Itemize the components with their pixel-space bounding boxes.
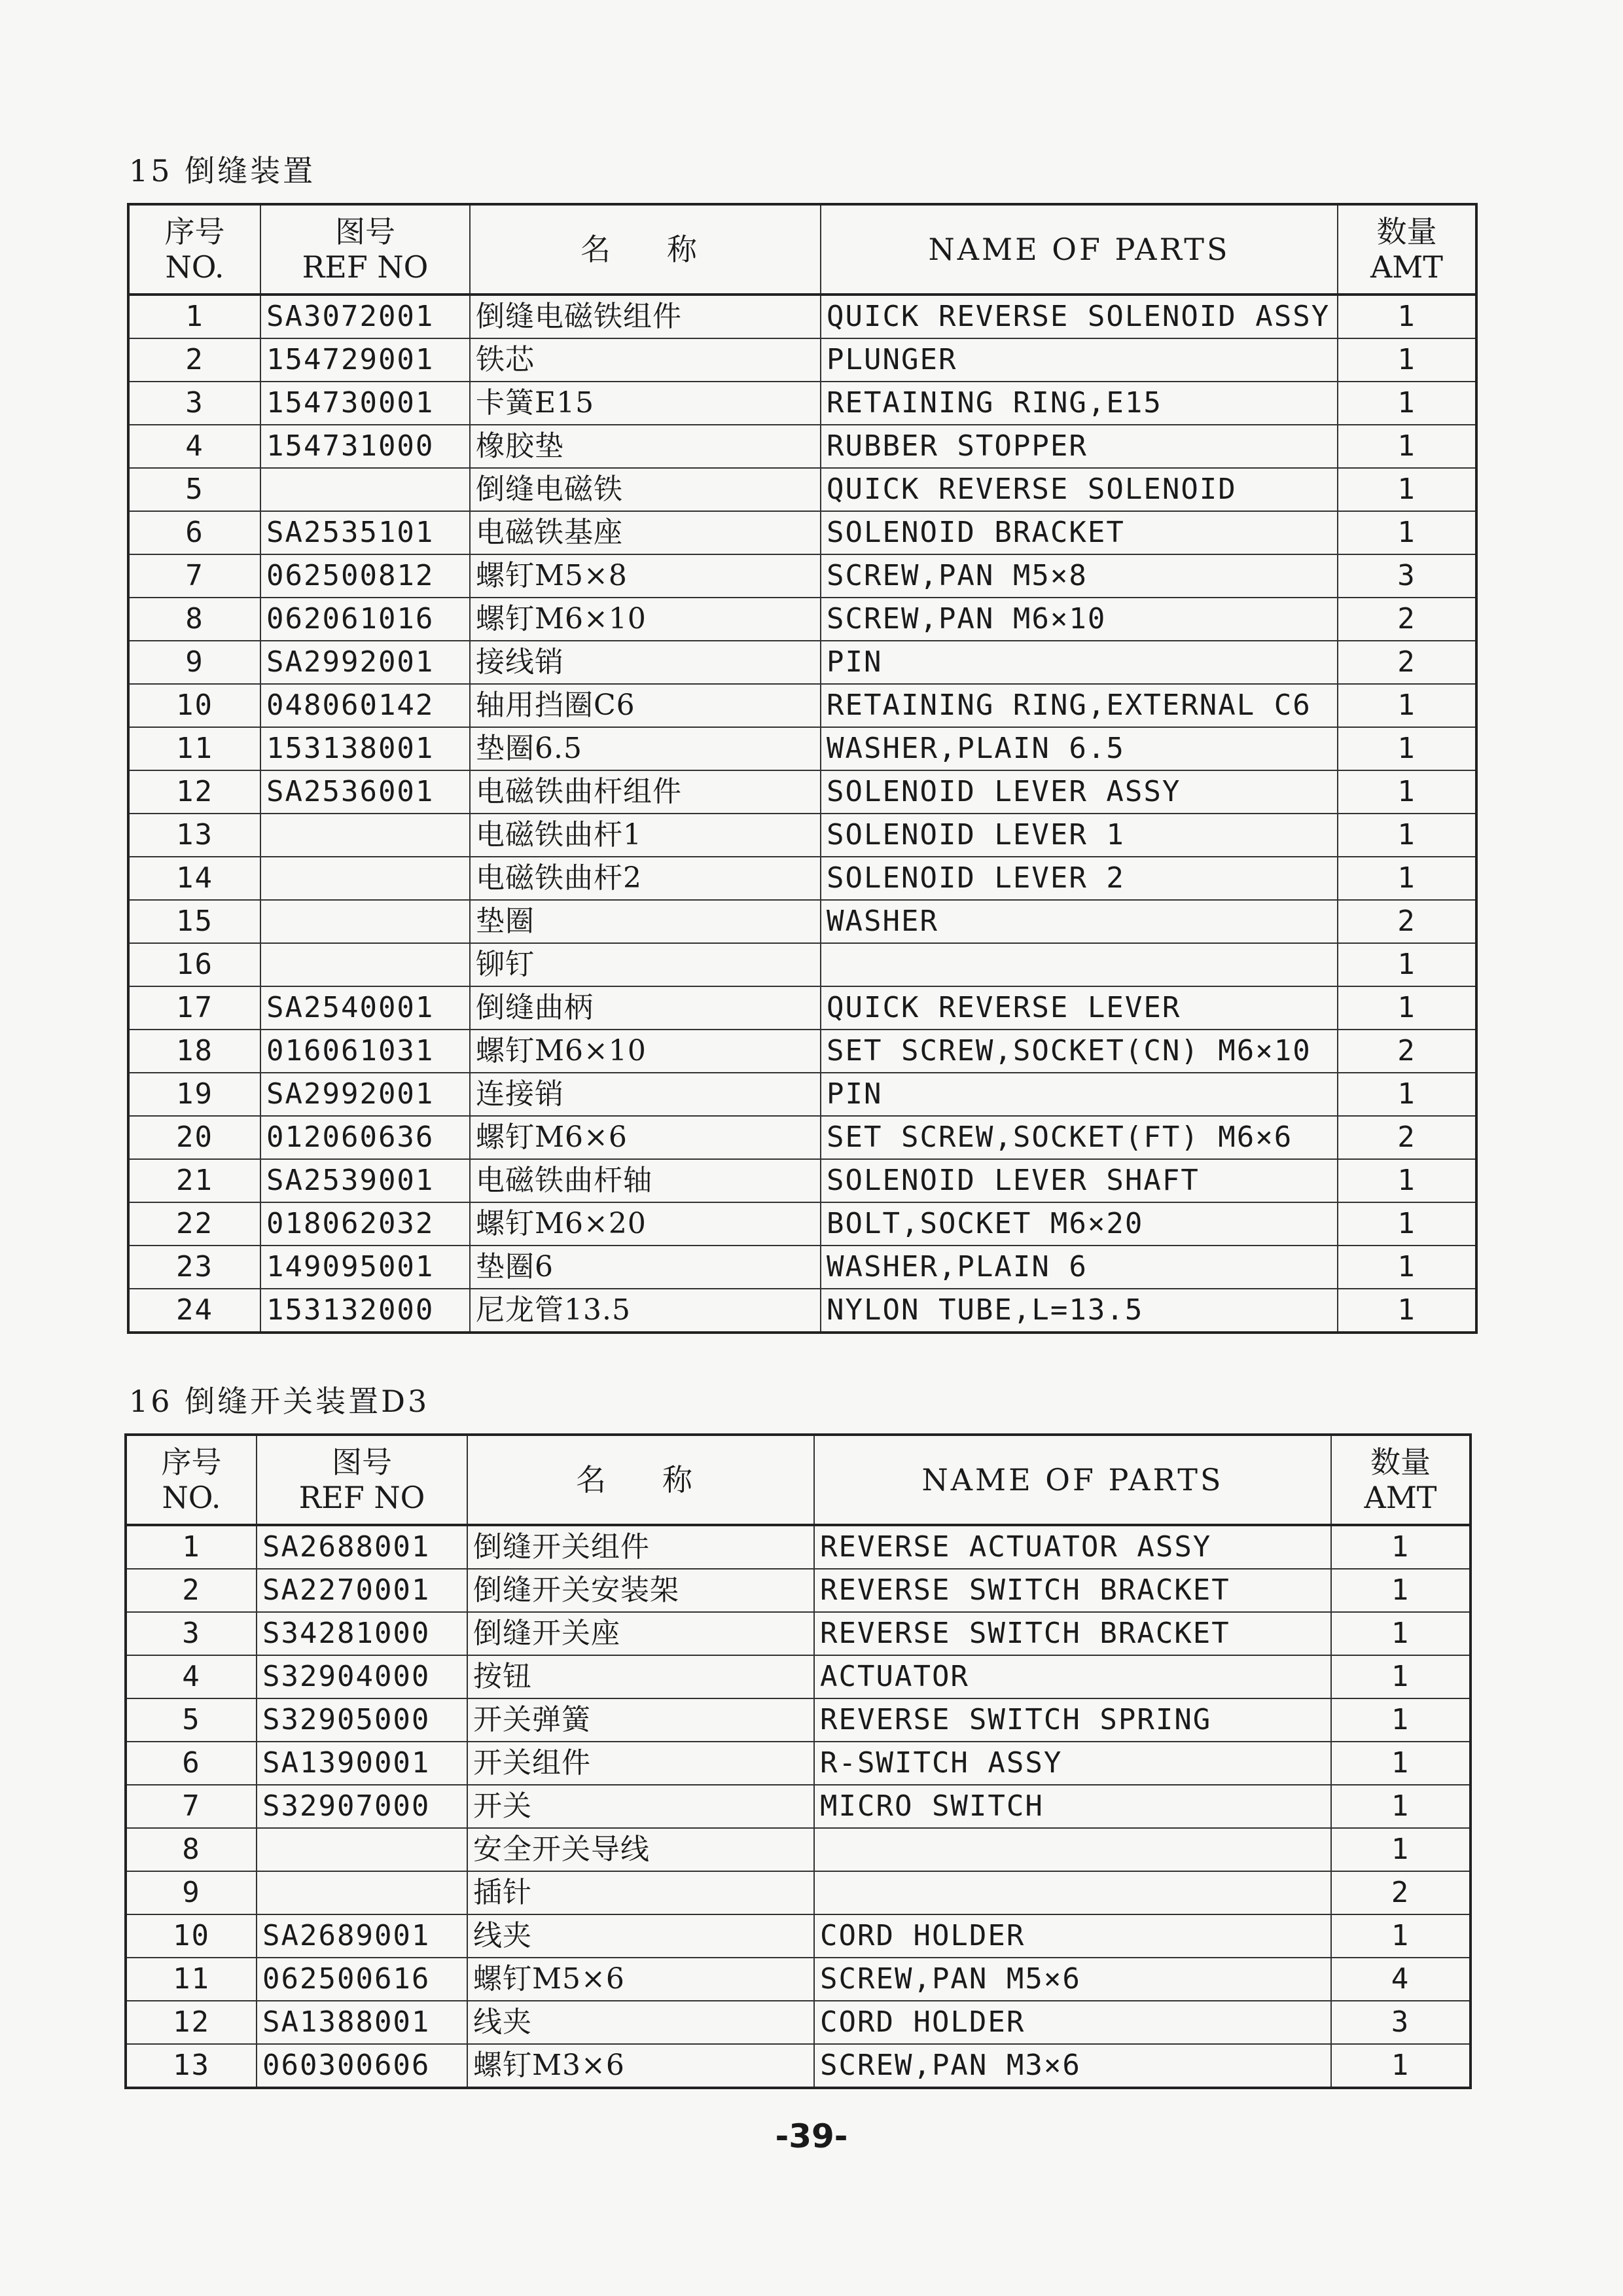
- cell-name-en: RETAINING RING,EXTERNAL C6: [821, 684, 1338, 727]
- table-header-row: [128, 204, 1476, 295]
- cell-no: 12: [126, 2001, 257, 2044]
- cell-amt: 1: [1338, 1159, 1476, 1202]
- cell-name-en: QUICK REVERSE SOLENOID: [821, 468, 1338, 511]
- table-row: [128, 900, 1476, 943]
- cell-amt: 1: [1331, 1828, 1471, 1871]
- cell-name-en: QUICK REVERSE SOLENOID ASSY: [821, 295, 1338, 338]
- header-amt: 数量 AMT: [1338, 204, 1476, 295]
- cell-ref-no: 153138001: [260, 727, 470, 770]
- cell-no: 2: [128, 338, 260, 382]
- cell-ref-no: S32905000: [257, 1698, 467, 1742]
- cell-amt: 1: [1331, 1698, 1471, 1742]
- header-ref-no: 图号 REF NO: [260, 204, 470, 295]
- cell-name-en: SCREW,PAN M3×6: [814, 2044, 1331, 2088]
- cell-no: 7: [128, 554, 260, 598]
- cell-no: 13: [126, 2044, 257, 2088]
- parts-table-15: [127, 203, 1478, 1334]
- cell-name-en: SCREW,PAN M5×6: [814, 1958, 1331, 2001]
- cell-amt: 2: [1338, 1116, 1476, 1159]
- cell-no: 4: [128, 425, 260, 468]
- table-row: [128, 727, 1476, 770]
- cell-name-cn: 垫圈: [470, 900, 821, 943]
- table-row: [128, 814, 1476, 857]
- cell-name-cn: 螺钉M6×10: [470, 598, 821, 641]
- cell-amt: 1: [1338, 770, 1476, 814]
- cell-ref-no: SA2536001: [260, 770, 470, 814]
- cell-no: 6: [126, 1742, 257, 1785]
- cell-name-cn: 倒缝曲柄: [470, 986, 821, 1030]
- cell-name-en: BOLT,SOCKET M6×20: [821, 1202, 1338, 1246]
- table-row: [126, 1569, 1471, 1612]
- cell-ref-no: 154731000: [260, 425, 470, 468]
- table-row: [126, 1698, 1471, 1742]
- cell-no: 1: [128, 295, 260, 338]
- cell-amt: 1: [1338, 468, 1476, 511]
- table-row: [128, 1073, 1476, 1116]
- cell-no: 6: [128, 511, 260, 554]
- parts-table-body: [128, 295, 1476, 1333]
- cell-ref-no: [260, 468, 470, 511]
- cell-name-en: SCREW,PAN M5×8: [821, 554, 1338, 598]
- table-row: [128, 295, 1476, 338]
- cell-no: 5: [128, 468, 260, 511]
- cell-ref-no: 154729001: [260, 338, 470, 382]
- cell-no: 19: [128, 1073, 260, 1116]
- table-row: [126, 1742, 1471, 1785]
- table-row: [128, 338, 1476, 382]
- cell-name-cn: 螺钉M6×20: [470, 1202, 821, 1246]
- cell-amt: 2: [1338, 1030, 1476, 1073]
- cell-amt: 1: [1331, 1742, 1471, 1785]
- header-name-of-parts: NAME OF PARTS: [814, 1435, 1331, 1525]
- cell-no: 8: [128, 598, 260, 641]
- cell-ref-no: [257, 1871, 467, 1914]
- cell-name-cn: 线夹: [467, 1914, 814, 1958]
- cell-ref-no: [260, 814, 470, 857]
- cell-name-en: R-SWITCH ASSY: [814, 1742, 1331, 1785]
- cell-no: 11: [128, 727, 260, 770]
- cell-amt: 1: [1338, 1073, 1476, 1116]
- cell-no: 20: [128, 1116, 260, 1159]
- cell-name-cn: 倒缝电磁铁: [470, 468, 821, 511]
- cell-name-en: REVERSE SWITCH SPRING: [814, 1698, 1331, 1742]
- cell-ref-no: SA1390001: [257, 1742, 467, 1785]
- cell-no: 14: [128, 857, 260, 900]
- table-row: [128, 1246, 1476, 1289]
- cell-name-cn: 开关弹簧: [467, 1698, 814, 1742]
- cell-name-en: REVERSE SWITCH BRACKET: [814, 1612, 1331, 1655]
- cell-name-en: CORD HOLDER: [814, 2001, 1331, 2044]
- table-row: [128, 1159, 1476, 1202]
- cell-ref-no: [260, 857, 470, 900]
- table-row: [128, 1289, 1476, 1333]
- cell-name-cn: 螺钉M3×6: [467, 2044, 814, 2088]
- cell-ref-no: [260, 900, 470, 943]
- table-row: [128, 943, 1476, 986]
- cell-no: 8: [126, 1828, 257, 1871]
- cell-no: 4: [126, 1655, 257, 1698]
- cell-no: 16: [128, 943, 260, 986]
- cell-name-cn: 轴用挡圈C6: [470, 684, 821, 727]
- cell-amt: 1: [1338, 425, 1476, 468]
- cell-amt: 1: [1331, 1525, 1471, 1569]
- cell-name-cn: 垫圈6: [470, 1246, 821, 1289]
- header-name-cn: 名 称: [470, 204, 821, 295]
- cell-name-en: SOLENOID LEVER ASSY: [821, 770, 1338, 814]
- table-row: [126, 1655, 1471, 1698]
- cell-name-en: NYLON TUBE,L=13.5: [821, 1289, 1338, 1333]
- table-row: [128, 1202, 1476, 1246]
- cell-name-cn: 安全开关导线: [467, 1828, 814, 1871]
- cell-ref-no: SA3072001: [260, 295, 470, 338]
- cell-amt: 3: [1331, 2001, 1471, 2044]
- cell-name-en: SET SCREW,SOCKET(CN) M6×10: [821, 1030, 1338, 1073]
- table-row: [126, 1612, 1471, 1655]
- cell-no: 17: [128, 986, 260, 1030]
- table-row: [126, 2001, 1471, 2044]
- cell-amt: 1: [1338, 684, 1476, 727]
- cell-ref-no: SA2539001: [260, 1159, 470, 1202]
- cell-name-en: RETAINING RING,E15: [821, 382, 1338, 425]
- cell-amt: 1: [1338, 1246, 1476, 1289]
- cell-name-cn: 尼龙管13.5: [470, 1289, 821, 1333]
- table-row: [126, 1525, 1471, 1569]
- cell-ref-no: 048060142: [260, 684, 470, 727]
- parts-table-16: [124, 1433, 1472, 2089]
- cell-amt: 1: [1331, 1612, 1471, 1655]
- cell-no: 1: [126, 1525, 257, 1569]
- cell-no: 23: [128, 1246, 260, 1289]
- cell-no: 2: [126, 1569, 257, 1612]
- cell-no: 3: [126, 1612, 257, 1655]
- table-header-row: [126, 1435, 1471, 1525]
- cell-ref-no: S34281000: [257, 1612, 467, 1655]
- cell-amt: 4: [1331, 1958, 1471, 2001]
- table-row: [128, 1030, 1476, 1073]
- cell-name-cn: 电磁铁基座: [470, 511, 821, 554]
- table-row: [128, 554, 1476, 598]
- cell-amt: 1: [1338, 511, 1476, 554]
- cell-name-cn: 倒缝电磁铁组件: [470, 295, 821, 338]
- cell-amt: 1: [1338, 727, 1476, 770]
- cell-no: 18: [128, 1030, 260, 1073]
- cell-name-en: SOLENOID BRACKET: [821, 511, 1338, 554]
- cell-no: 5: [126, 1698, 257, 1742]
- cell-ref-no: 062500812: [260, 554, 470, 598]
- cell-name-cn: 螺钉M5×6: [467, 1958, 814, 2001]
- page-number: -39-: [775, 2117, 848, 2155]
- cell-amt: 1: [1338, 1289, 1476, 1333]
- table-row: [126, 1828, 1471, 1871]
- cell-name-en: SOLENOID LEVER 1: [821, 814, 1338, 857]
- cell-name-cn: 铆钉: [470, 943, 821, 986]
- cell-name-cn: 开关: [467, 1785, 814, 1828]
- cell-name-en: SOLENOID LEVER 2: [821, 857, 1338, 900]
- cell-name-cn: 电磁铁曲杆组件: [470, 770, 821, 814]
- header-amt: 数量 AMT: [1331, 1435, 1471, 1525]
- cell-ref-no: 018062032: [260, 1202, 470, 1246]
- cell-name-en: [814, 1871, 1331, 1914]
- cell-no: 10: [126, 1914, 257, 1958]
- table-row: [128, 511, 1476, 554]
- cell-no: 11: [126, 1958, 257, 2001]
- cell-amt: 3: [1338, 554, 1476, 598]
- cell-amt: 1: [1338, 943, 1476, 986]
- cell-no: 13: [128, 814, 260, 857]
- cell-name-cn: 插针: [467, 1871, 814, 1914]
- cell-name-en: PLUNGER: [821, 338, 1338, 382]
- cell-amt: 1: [1338, 857, 1476, 900]
- cell-no: 12: [128, 770, 260, 814]
- cell-name-en: PIN: [821, 641, 1338, 684]
- cell-name-en: CORD HOLDER: [814, 1914, 1331, 1958]
- cell-name-cn: 铁芯: [470, 338, 821, 382]
- cell-ref-no: 062061016: [260, 598, 470, 641]
- cell-amt: 1: [1338, 814, 1476, 857]
- table-row: [128, 684, 1476, 727]
- cell-name-en: SCREW,PAN M6×10: [821, 598, 1338, 641]
- header-name-of-parts: NAME OF PARTS: [821, 204, 1338, 295]
- cell-name-cn: 螺钉M5×8: [470, 554, 821, 598]
- table-row: [128, 857, 1476, 900]
- cell-amt: 2: [1338, 641, 1476, 684]
- cell-amt: 1: [1331, 1655, 1471, 1698]
- cell-no: 9: [128, 641, 260, 684]
- cell-name-en: SOLENOID LEVER SHAFT: [821, 1159, 1338, 1202]
- table-row: [128, 986, 1476, 1030]
- cell-no: 9: [126, 1871, 257, 1914]
- header-no: 序号 NO.: [128, 204, 260, 295]
- cell-amt: 1: [1338, 986, 1476, 1030]
- cell-name-cn: 接线销: [470, 641, 821, 684]
- cell-name-en: [814, 1828, 1331, 1871]
- cell-name-cn: 倒缝开关安装架: [467, 1569, 814, 1612]
- cell-no: 21: [128, 1159, 260, 1202]
- cell-name-cn: 卡簧E15: [470, 382, 821, 425]
- cell-name-cn: 线夹: [467, 2001, 814, 2044]
- header-no: 序号 NO.: [126, 1435, 257, 1525]
- cell-ref-no: 149095001: [260, 1246, 470, 1289]
- header-name-cn: 名 称: [467, 1435, 814, 1525]
- cell-amt: 1: [1338, 338, 1476, 382]
- table-row: [128, 1116, 1476, 1159]
- cell-name-cn: 倒缝开关座: [467, 1612, 814, 1655]
- cell-name-en: PIN: [821, 1073, 1338, 1116]
- cell-amt: 2: [1338, 598, 1476, 641]
- cell-no: 3: [128, 382, 260, 425]
- cell-amt: 1: [1331, 2044, 1471, 2088]
- header-ref-no: 图号 REF NO: [257, 1435, 467, 1525]
- cell-ref-no: SA2540001: [260, 986, 470, 1030]
- cell-amt: 1: [1331, 1914, 1471, 1958]
- cell-no: 7: [126, 1785, 257, 1828]
- cell-name-cn: 电磁铁曲杆2: [470, 857, 821, 900]
- cell-amt: 2: [1331, 1871, 1471, 1914]
- section-title-16: 16 倒缝开关装置D3: [129, 1384, 430, 1419]
- cell-ref-no: 060300606: [257, 2044, 467, 2088]
- cell-ref-no: 153132000: [260, 1289, 470, 1333]
- cell-name-en: [821, 943, 1338, 986]
- table-row: [126, 1914, 1471, 1958]
- cell-ref-no: [260, 943, 470, 986]
- cell-name-cn: 螺钉M6×6: [470, 1116, 821, 1159]
- cell-name-en: RUBBER STOPPER: [821, 425, 1338, 468]
- cell-no: 10: [128, 684, 260, 727]
- table-row: [128, 598, 1476, 641]
- cell-ref-no: SA2992001: [260, 641, 470, 684]
- table-row: [126, 2044, 1471, 2088]
- cell-ref-no: SA2688001: [257, 1525, 467, 1569]
- cell-ref-no: 016061031: [260, 1030, 470, 1073]
- cell-ref-no: SA1388001: [257, 2001, 467, 2044]
- table-row: [128, 425, 1476, 468]
- cell-name-en: QUICK REVERSE LEVER: [821, 986, 1338, 1030]
- cell-ref-no: 012060636: [260, 1116, 470, 1159]
- parts-table-body: [126, 1525, 1471, 2088]
- section-title-15: 15 倒缝装置: [129, 153, 316, 188]
- cell-ref-no: S32904000: [257, 1655, 467, 1698]
- table-row: [126, 1785, 1471, 1828]
- cell-ref-no: SA2270001: [257, 1569, 467, 1612]
- cell-amt: 1: [1338, 295, 1476, 338]
- table-row: [126, 1958, 1471, 2001]
- table-row: [128, 770, 1476, 814]
- cell-name-en: MICRO SWITCH: [814, 1785, 1331, 1828]
- cell-name-en: WASHER,PLAIN 6.5: [821, 727, 1338, 770]
- cell-ref-no: SA2689001: [257, 1914, 467, 1958]
- table-row: [128, 641, 1476, 684]
- cell-name-en: SET SCREW,SOCKET(FT) M6×6: [821, 1116, 1338, 1159]
- cell-name-en: REVERSE ACTUATOR ASSY: [814, 1525, 1331, 1569]
- cell-name-en: WASHER,PLAIN 6: [821, 1246, 1338, 1289]
- cell-name-cn: 螺钉M6×10: [470, 1030, 821, 1073]
- cell-no: 22: [128, 1202, 260, 1246]
- cell-amt: 2: [1338, 900, 1476, 943]
- cell-ref-no: 062500616: [257, 1958, 467, 2001]
- cell-name-cn: 倒缝开关组件: [467, 1525, 814, 1569]
- cell-ref-no: SA2992001: [260, 1073, 470, 1116]
- cell-amt: 1: [1338, 382, 1476, 425]
- cell-no: 24: [128, 1289, 260, 1333]
- cell-name-en: REVERSE SWITCH BRACKET: [814, 1569, 1331, 1612]
- table-row: [128, 468, 1476, 511]
- cell-amt: 1: [1338, 1202, 1476, 1246]
- cell-ref-no: [257, 1828, 467, 1871]
- cell-name-cn: 垫圈6.5: [470, 727, 821, 770]
- table-row: [128, 382, 1476, 425]
- cell-amt: 1: [1331, 1785, 1471, 1828]
- cell-name-en: ACTUATOR: [814, 1655, 1331, 1698]
- cell-ref-no: SA2535101: [260, 511, 470, 554]
- table-row: [126, 1871, 1471, 1914]
- cell-name-cn: 开关组件: [467, 1742, 814, 1785]
- cell-name-cn: 按钮: [467, 1655, 814, 1698]
- cell-name-cn: 电磁铁曲杆轴: [470, 1159, 821, 1202]
- cell-name-cn: 橡胶垫: [470, 425, 821, 468]
- cell-ref-no: S32907000: [257, 1785, 467, 1828]
- cell-name-en: WASHER: [821, 900, 1338, 943]
- cell-no: 15: [128, 900, 260, 943]
- cell-name-cn: 连接销: [470, 1073, 821, 1116]
- cell-ref-no: 154730001: [260, 382, 470, 425]
- cell-name-cn: 电磁铁曲杆1: [470, 814, 821, 857]
- cell-amt: 1: [1331, 1569, 1471, 1612]
